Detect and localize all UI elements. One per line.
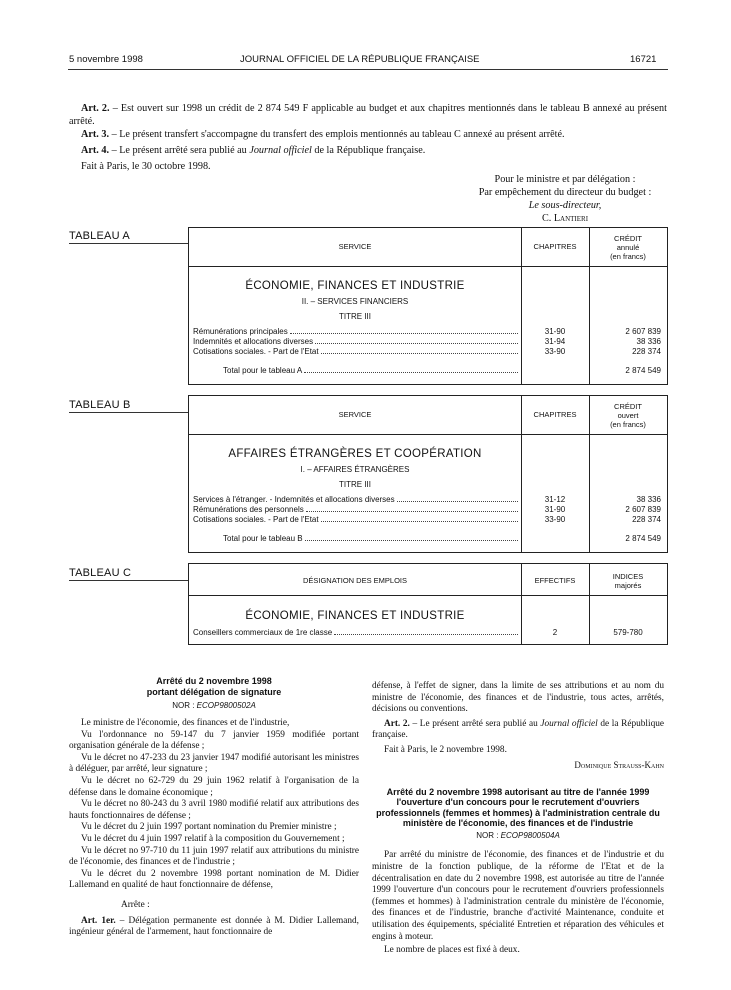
table-row: Indemnités et allocations diverses xyxy=(193,337,519,346)
tableau-c-label: TABLEAU C xyxy=(69,567,132,579)
table-row: Services à l'étranger. - Indemnités et allocations diverses xyxy=(193,495,519,504)
fait-a-paris: Fait à Paris, le 30 octobre 1998. xyxy=(81,161,211,172)
titre-heading: TITRE III xyxy=(339,312,371,321)
col-header-service: SERVICE xyxy=(338,242,372,251)
decree-body-2: Par arrêté du ministre de l'économie, des finances et de l'industrie et du ministre de la fonction publique, de la réforme de l'Etat et de la décentralisation en date du 2 novembre 1998, est autorisée au titre de l'année 1999 l'ouverture d'un concours pour le recrutement d'ouvriers professionnels (femmes et hommes) à l'administration centrale du ministère de l'économie, des finances et de l'industrie, branche d'activité Maintenance, conduite et utilisation des équipements, spécialité Entretien et réparation des véhicules et engins à moteur. Le nombre de places est fixé à deux. xyxy=(372,850,664,956)
tableau-b-label: TABLEAU B xyxy=(69,399,131,411)
amount-cell: 2 607 839 xyxy=(625,505,661,514)
article-2: Art. 2. – Est ouvert sur 1998 un crédit de 2 874 549 F applicable au budget et aux chapitres mentionnés dans le tableau B annexé au présent arrêté. xyxy=(69,103,667,127)
decree-title-2: Arrêté du 2 novembre 1998 autorisant au titre de l'année 1999 l'ouverture d'un concours pour le recrutement d'ouvriers professionnels (femmes et hommes) à l'administration centrale du ministère de l'économie, des finances et de l'industrie xyxy=(376,787,660,829)
col-header-credit: CRÉDIT ouvert (en francs) xyxy=(610,402,646,429)
ministry-heading: AFFAIRES ÉTRANGÈRES ET COOPÉRATION xyxy=(228,448,482,460)
article-3: Art. 3. – Le présent transfert s'accompagne du transfert des emplois mentionnés au tableau C annexé au présent arrêté. xyxy=(81,129,565,140)
amount-cell: 2 607 839 xyxy=(625,327,661,336)
tableau-a-table xyxy=(188,227,668,385)
chapitre-cell: 31-90 xyxy=(544,505,566,514)
total-row: Total pour le tableau A xyxy=(223,366,519,375)
tableau-c-table xyxy=(188,563,668,645)
effectifs-cell: 2 xyxy=(552,628,558,637)
tableau-a-label: TABLEAU A xyxy=(69,230,130,242)
header-rule xyxy=(68,69,668,70)
nor-reference-2: NOR : ECOP9800504A xyxy=(476,831,560,841)
header-journal-title: JOURNAL OFFICIEL DE LA RÉPUBLIQUE FRANÇAISE xyxy=(240,54,480,65)
table-row: Conseillers commerciaux de 1re classe xyxy=(193,628,519,637)
col-header-effectifs: EFFECTIFS xyxy=(534,576,576,585)
nor-reference: NOR : ECOP9800502A xyxy=(172,701,256,710)
tableau-b-table xyxy=(188,395,668,553)
ministry-heading: ÉCONOMIE, FINANCES ET INDUSTRIE xyxy=(245,610,465,622)
titre-heading: TITRE III xyxy=(339,480,371,489)
col-header-credit: CRÉDIT annulé (en francs) xyxy=(610,234,646,261)
chapitre-cell: 31-90 xyxy=(544,327,566,336)
header-date: 5 novembre 1998 xyxy=(69,54,143,65)
section-heading: II. – SERVICES FINANCIERS xyxy=(301,297,409,306)
indices-cell: 579-780 xyxy=(613,628,643,637)
decree-title: Arrêté du 2 novembre 1998 portant délégation de signature xyxy=(146,676,282,697)
chapitre-cell: 33-90 xyxy=(544,515,566,524)
amount-cell: 38 336 xyxy=(636,495,661,504)
tableau-b-underline xyxy=(69,412,188,413)
table-row: Rémunérations des personnels xyxy=(193,505,519,514)
left-column xyxy=(69,676,359,939)
tableau-a-underline xyxy=(69,243,188,244)
amount-cell: 228 374 xyxy=(632,347,661,356)
col-header-chapitres: CHAPITRES xyxy=(533,410,577,419)
tableau-c-underline xyxy=(69,580,188,581)
total-amount: 2 874 549 xyxy=(625,534,661,543)
chapitre-cell: 31-94 xyxy=(544,337,566,346)
amount-cell: 38 336 xyxy=(636,337,661,346)
col-header-designation: DÉSIGNATION DES EMPLOIS xyxy=(302,576,408,585)
col-header-chapitres: CHAPITRES xyxy=(533,242,577,251)
right-column xyxy=(372,681,664,957)
col-header-indices: INDICES majorés xyxy=(612,572,644,590)
table-row: Rémunérations principales xyxy=(193,327,519,336)
table-row: Cotisations sociales. - Part de l'Etat xyxy=(193,347,519,356)
chapitre-cell: 31-12 xyxy=(544,495,566,504)
table-row: Cotisations sociales. - Part de l'Etat xyxy=(193,515,519,524)
total-row: Total pour le tableau B xyxy=(223,534,519,543)
chapitre-cell: 33-90 xyxy=(544,347,566,356)
col-header-service: SERVICE xyxy=(338,410,372,419)
total-amount: 2 874 549 xyxy=(625,366,661,375)
signature-block: Pour le ministre et par délégation : Par empêchement du directeur du budget : Le sous-directeur, C. Lantieri xyxy=(478,174,652,224)
ministry-heading: ÉCONOMIE, FINANCES ET INDUSTRIE xyxy=(245,280,465,292)
header-page-number: 16721 xyxy=(630,54,657,65)
decree-body: Le ministre de l'économie, des finances et de l'industrie, Vu l'ordonnance no 59-147 du 7 janvier 1959 modifiée portant organisation générale de la défense ; Vu le décret no 47-233 du 23 janvier 1947 modifié autorisant les ministres à déléguer, par arrêté, leur signature ; Vu le décret no 62-729 du 29 juin 1962 relatif à l'organisation de la défense dans le domaine économique ; Vu le décret no 80-243 du 3 avril 1980 modifié relatif aux attributions des hauts fonctionnaires de défense ; Vu le décret du 2 juin 1997 portant nomination du Premier ministre ; Vu le décret du 4 juin 1997 relatif à la composition du Gouvernement ; Vu le décret no 97-710 du 11 juin 1997 relatif aux attributions du ministre de l'économie, des finances et de l'industrie ; Vu le décret du 2 novembre 1998 portant nomination de M. Didier Lallemand en qualité de haut fonctionnaire de défense, Arrête : Art. 1er. – Délégation permanente est donnée à M. Didier Lallemand, ingénieur général de l'armement, haut fonctionnaire de xyxy=(69,718,359,938)
amount-cell: 228 374 xyxy=(632,515,661,524)
article-4: Art. 4. – Le présent arrêté sera publié au Journal officiel de la République française. xyxy=(81,145,426,156)
decree-continuation: défense, à l'effet de signer, dans la limite de ses attributions et au nom du ministre de l'économie, des finances et de l'industrie, tous actes, arrêtés, décisions ou conventions. Art. 2. – Le présent arrêté sera publié au Journal officiel de la République française. Fait à Paris, le 2 novembre 1998. Dominique Strauss-Kahn xyxy=(372,681,664,770)
section-heading: I. – AFFAIRES ÉTRANGÈRES xyxy=(300,465,410,474)
